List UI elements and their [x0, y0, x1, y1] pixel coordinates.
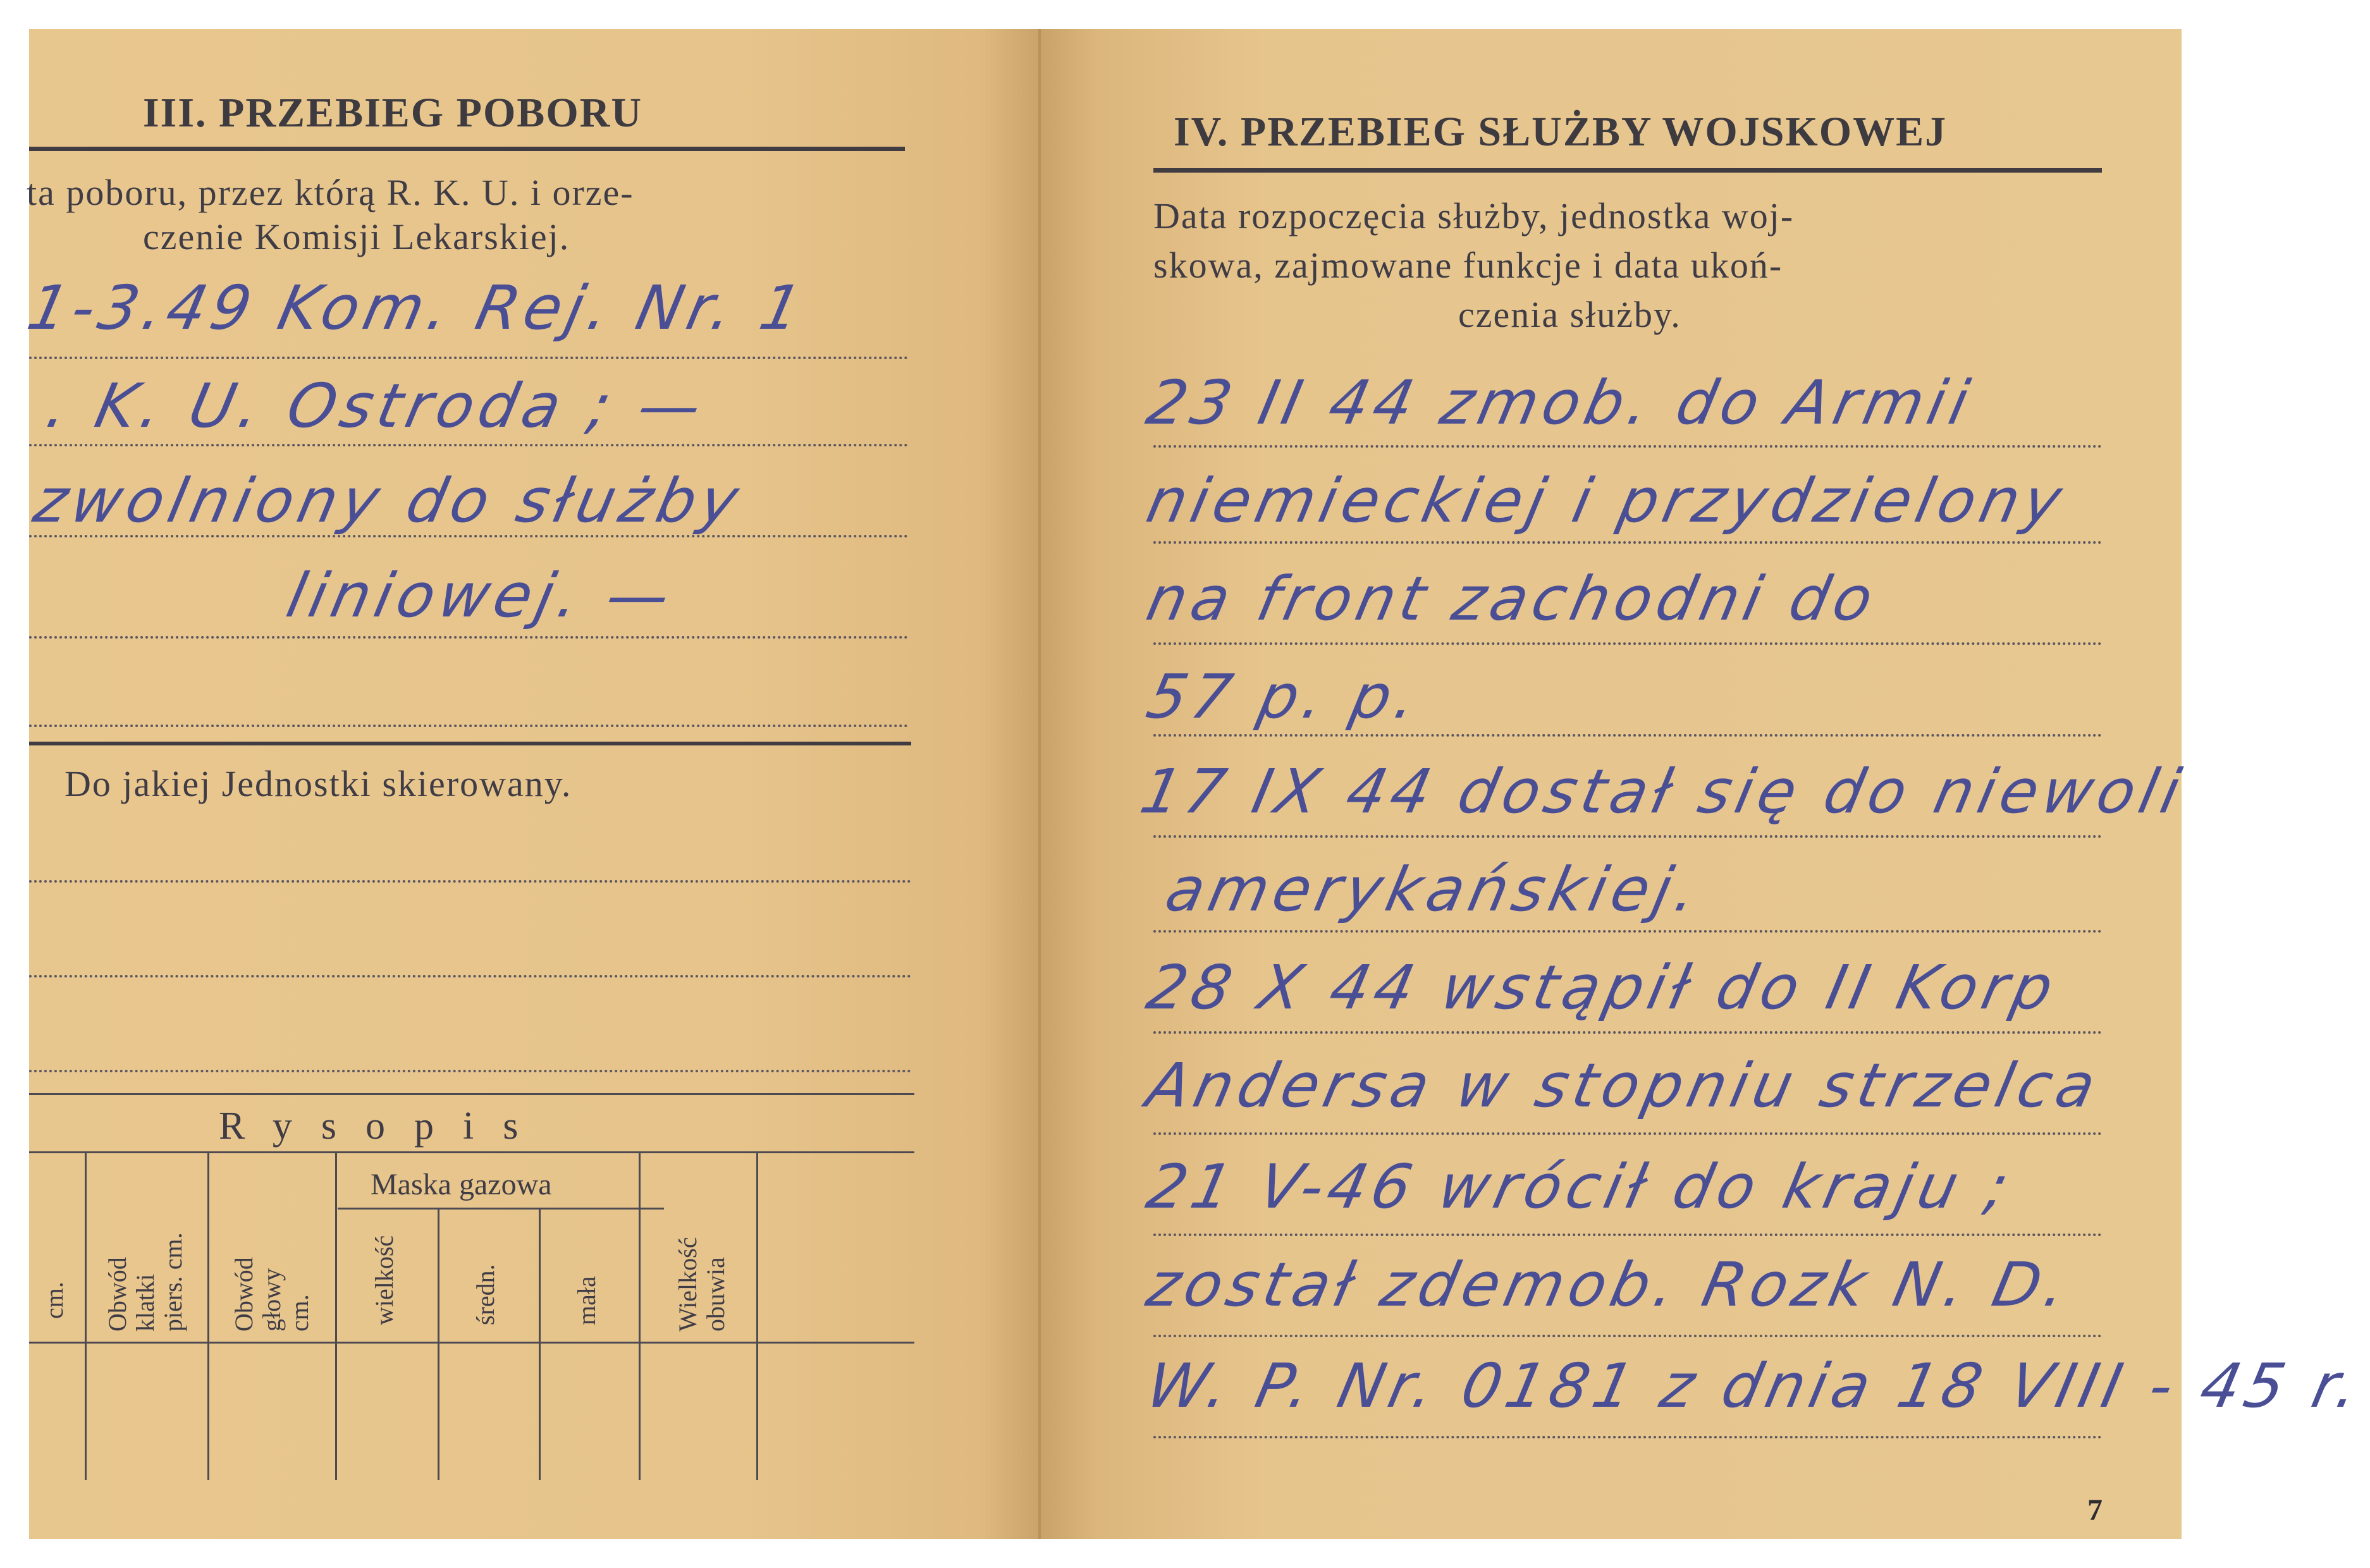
column-header-medium: średn.	[471, 1264, 500, 1325]
handwritten-line: amerykańskiej.	[1160, 854, 1709, 925]
dotted-line	[1153, 930, 2102, 933]
table-column-line	[539, 1209, 541, 1480]
handwritten-line: Andersa w stopniu strzelca	[1141, 1050, 2107, 1121]
rysopis-title: Rysopis	[219, 1105, 548, 1148]
table-column-line	[639, 1151, 641, 1480]
right-intro-line-1: Data rozpoczęcia służby, jednostka woj-	[1153, 195, 1795, 236]
handwritten-line: 23 II 44 zmob. do Armii	[1141, 367, 1980, 438]
dotted-line	[1153, 541, 2102, 544]
table-header-rule	[29, 1342, 914, 1344]
column-header-chest: Obwód klatki piers. cm.	[103, 1232, 187, 1332]
dotted-line	[29, 357, 908, 359]
right-intro-line-2: skowa, zajmowane funkcje i data ukoń-	[1153, 245, 1783, 286]
handwritten-line: zwolniony do służby	[28, 465, 750, 536]
left-intro-line-2: czenie Komisji Lekarskiej.	[143, 216, 570, 257]
dotted-line	[29, 636, 908, 639]
handwritten-line: 28 X 44 wstąpił do II Korp	[1141, 952, 2065, 1023]
dotted-line	[29, 975, 911, 977]
handwritten-line: 17 IX 44 dostał się do niewoli	[1134, 756, 2192, 827]
table-rule	[29, 1151, 914, 1153]
handwritten-line: W. P. Nr. 0181 z dnia 18 VIII - 45 r.	[1141, 1351, 2370, 1421]
table-column-line	[335, 1151, 337, 1480]
column-header-small: mała	[572, 1276, 601, 1325]
table-column-line	[756, 1151, 758, 1480]
dotted-line	[1153, 1436, 2102, 1438]
dotted-line	[29, 880, 911, 883]
right-intro-line-3: czenia służby.	[1458, 294, 1681, 335]
dotted-line	[1153, 734, 2102, 737]
dotted-line	[1153, 835, 2102, 838]
dotted-line	[1153, 1234, 2102, 1236]
left-page-heading: III. PRZEBIEG POBORU	[143, 90, 642, 136]
right-page-heading: IV. PRZEBIEG SŁUŻBY WOJSKOWEJ	[1174, 109, 1948, 155]
table-column-line	[207, 1151, 209, 1480]
dotted-line	[1153, 445, 2102, 448]
dotted-line	[1153, 1335, 2102, 1337]
table-column-line	[438, 1209, 439, 1480]
handwritten-line: na front zachodni do	[1141, 563, 1884, 634]
handwritten-line: został zdemob. Rozk N. D.	[1141, 1249, 2078, 1320]
heading-rule	[1153, 168, 2102, 173]
page-number: 7	[2087, 1493, 2103, 1527]
right-page	[1041, 29, 2370, 1539]
left-page	[21, 29, 1041, 1539]
handwritten-line: . K. U. Ostroda ; —	[40, 371, 713, 441]
handwritten-line: 57 p. p.	[1141, 661, 1428, 732]
dotted-line	[29, 1070, 911, 1072]
column-header-head: Obwód głowy cm.	[230, 1257, 314, 1332]
handwritten-line: liniowej. —	[281, 560, 681, 631]
table-column-line	[85, 1151, 87, 1480]
dotted-line	[29, 444, 908, 446]
unit-label: Do jakiej Jednostki skierowany.	[64, 763, 572, 804]
dotted-line	[1153, 642, 2102, 645]
column-header-shoe-size: Wielkość obuwia	[673, 1237, 730, 1332]
heading-rule	[29, 147, 905, 151]
handwritten-line: niemieckiej i przydzielony	[1141, 465, 2073, 536]
gas-mask-label: Maska gazowa	[371, 1168, 552, 1201]
dotted-line	[1153, 1031, 2102, 1034]
handwritten-line: 1-3.49 Kom. Rej. Nr. 1	[21, 273, 813, 343]
handwritten-line: 21 V-46 wrócił do kraju ;	[1141, 1151, 2020, 1222]
section-rule	[29, 742, 911, 745]
column-header-size: wielkość	[370, 1235, 398, 1325]
document-spread	[21, 29, 2370, 1539]
dotted-line	[1153, 1132, 2102, 1135]
column-header-cm: cm.	[40, 1282, 68, 1319]
left-intro-line-1: ta poboru, przez którą R. K. U. i orze-	[27, 172, 634, 213]
dotted-line	[29, 725, 908, 727]
table-rule	[338, 1208, 664, 1210]
table-top-rule	[29, 1093, 914, 1095]
